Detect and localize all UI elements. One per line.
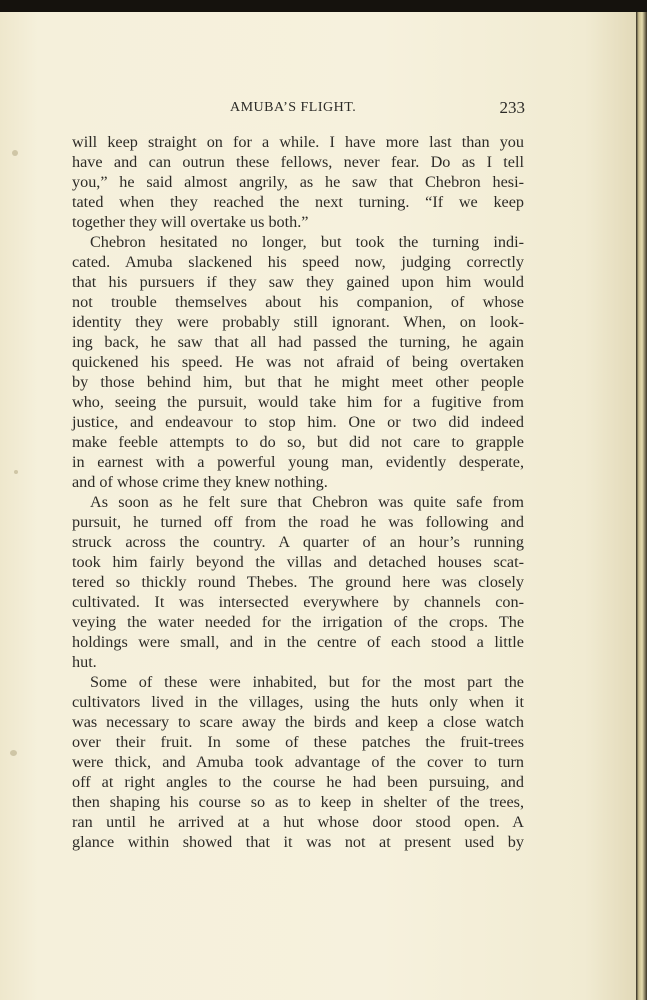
text-line: quickened his speed. He was not afraid of being overtaken (72, 353, 524, 371)
text-line: who, seeing the pursuit, would take him for a fugitive from (72, 393, 524, 411)
text-line: hut. (72, 653, 97, 671)
running-header (230, 100, 525, 120)
text-line: justice, and endeavour to stop him. One or two did indeed (72, 413, 524, 431)
text-line: will keep straight on for a while. I have more last than you (72, 133, 524, 151)
text-line: pursuit, he turned off from the road he was following and (72, 513, 524, 531)
text-line: tered so thickly round Thebes. The ground here was closely (72, 573, 524, 591)
text-line: by those behind him, but that he might meet other people (72, 373, 524, 391)
page-number: 233 (499, 98, 525, 117)
text-line: then shaping his course so as to keep in shelter of the trees, (72, 793, 524, 811)
text-line: ran until he arrived at a hut whose door stood open. A (72, 813, 524, 831)
text-line: was necessary to scare away the birds and keep a close watch (72, 713, 524, 731)
text-line: As soon as he felt sure that Chebron was quite safe from (90, 493, 524, 511)
text-line: off at right angles to the course he had been pursuing, and (72, 773, 524, 791)
text-line: in earnest with a powerful young man, evidently desperate, (72, 453, 524, 471)
text-line: not trouble themselves about his companion, of whose (72, 293, 524, 311)
text-line: together they will overtake us both.” (72, 213, 309, 231)
text-line: struck across the country. A quarter of an hour’s running (72, 533, 524, 551)
text-line: cated. Amuba slackened his speed now, judging correctly (72, 253, 524, 271)
text-line: you,” he said almost angrily, as he saw that Chebron hesi- (72, 173, 524, 191)
text-line: ing back, he saw that all had passed the turning, he again (72, 333, 524, 351)
paper-spot (14, 470, 18, 474)
text-line: tated when they reached the next turning. “If we keep (72, 193, 524, 211)
text-line: have and can outrun these fellows, never fear. Do as I tell (72, 153, 524, 171)
text-line: identity they were probably still ignorant. When, on look- (72, 313, 524, 331)
paper-spot (12, 150, 18, 156)
text-line: cultivated. It was intersected everywhere by channels con- (72, 593, 524, 611)
text-line: cultivators lived in the villages, using the huts only when it (72, 693, 524, 711)
running-title: AMUBA’S FLIGHT. (230, 100, 357, 115)
text-line: that his pursuers if they saw they gained upon him would (72, 273, 524, 291)
text-line: holdings were small, and in the centre of each stood a little (72, 633, 524, 651)
scan-top-border (0, 0, 647, 12)
text-line: were thick, and Amuba took advantage of the cover to turn (72, 753, 524, 771)
page-edge (636, 12, 647, 1000)
text-line: over their fruit. In some of these patches the fruit-trees (72, 733, 524, 751)
paper-spot (10, 750, 17, 756)
text-line: took him fairly beyond the villas and detached houses scat- (72, 553, 524, 571)
text-line: veying the water needed for the irrigation of the crops. The (72, 613, 524, 631)
text-line: glance within showed that it was not at present used by (72, 833, 524, 851)
text-line: make feeble attempts to do so, but did not care to grapple (72, 433, 524, 451)
text-line: Chebron hesitated no longer, but took the turning indi- (90, 233, 524, 251)
text-line: and of whose crime they knew nothing. (72, 473, 328, 491)
text-line: Some of these were inhabited, but for the most part the (90, 673, 524, 691)
body-text (72, 132, 524, 852)
